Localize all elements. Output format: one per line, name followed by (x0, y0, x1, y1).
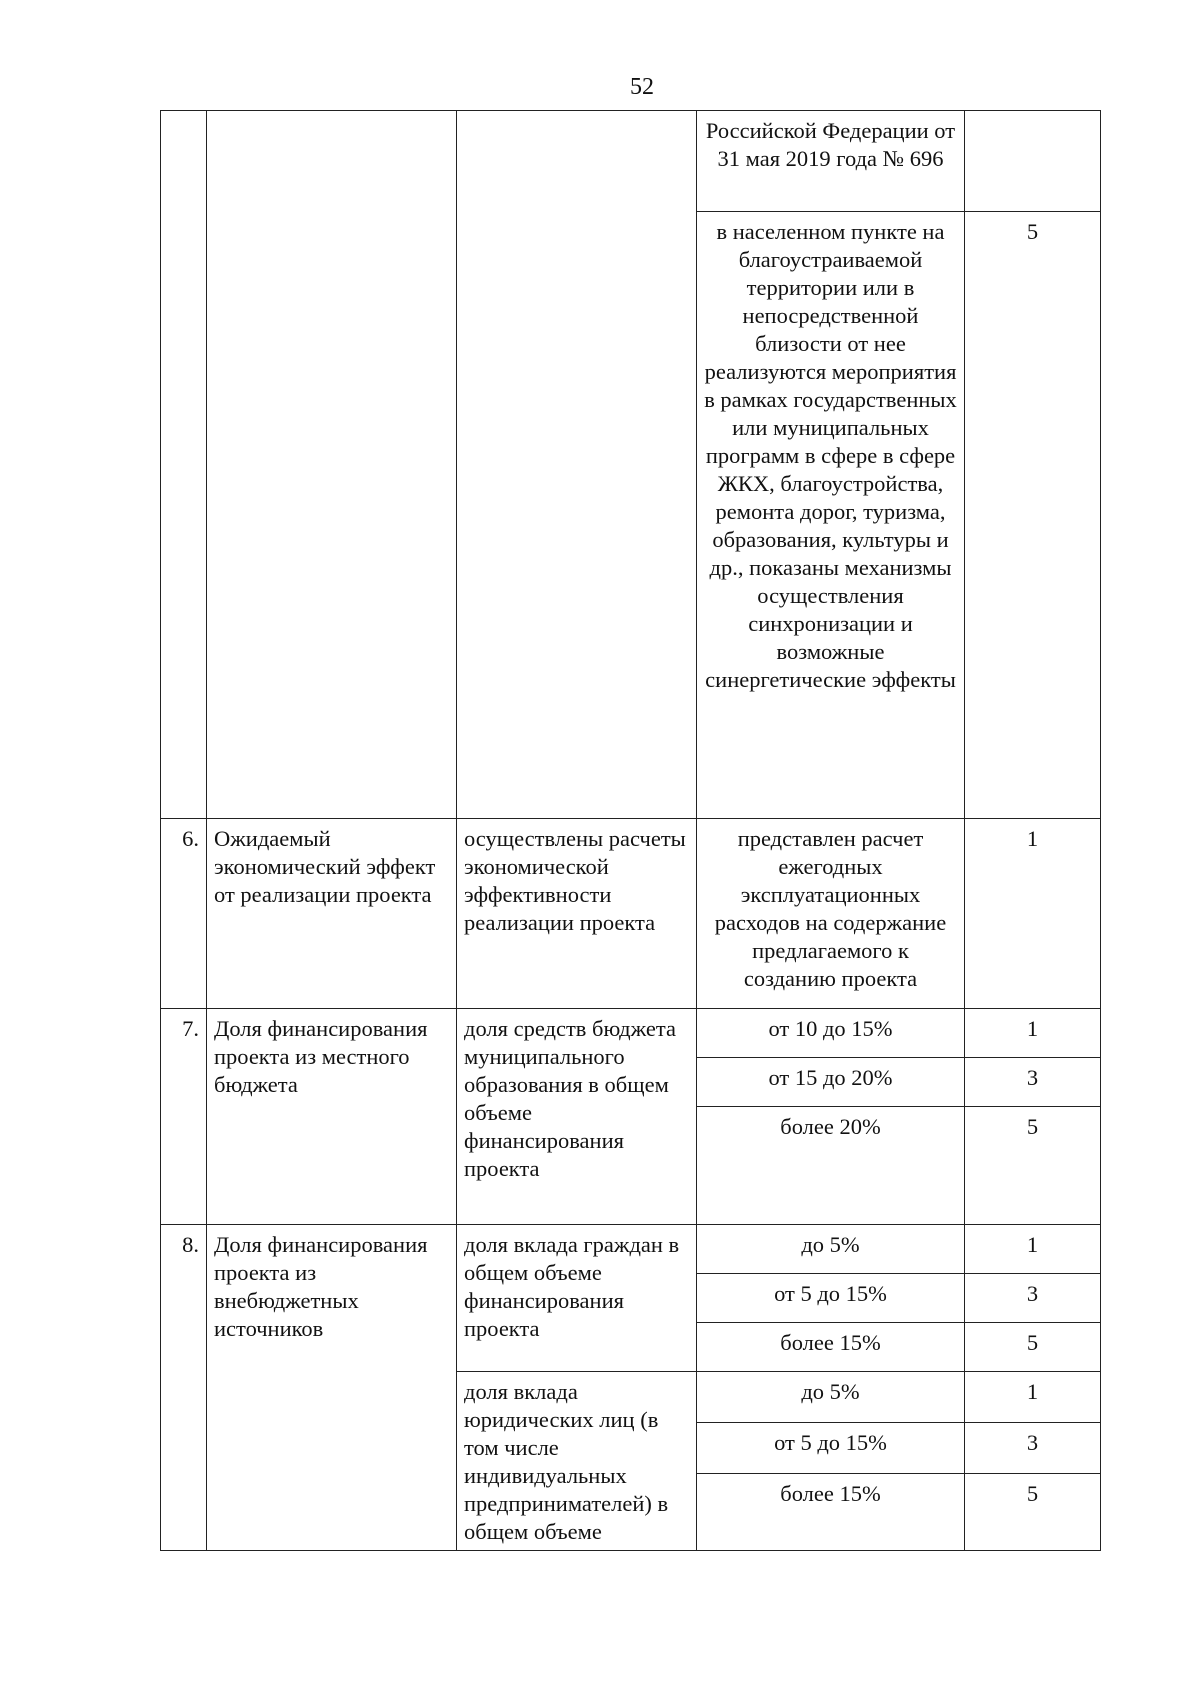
score-cell: 1 (965, 1225, 1101, 1274)
score-cell: 3 (965, 1274, 1101, 1323)
score-cell: 3 (965, 1422, 1101, 1473)
page-number: 52 (630, 74, 654, 100)
criterion-cell (207, 111, 457, 819)
value-cell: более 15% (697, 1473, 965, 1550)
indicator-cell (457, 111, 697, 819)
score-cell: 1 (965, 819, 1101, 1009)
value-cell: от 5 до 15% (697, 1422, 965, 1473)
value-cell: до 5% (697, 1225, 965, 1274)
criterion-cell: Доля финансирования проекта из внебюджетных источников (207, 1225, 457, 1551)
score-cell: 1 (965, 1372, 1101, 1423)
row-number: 7. (161, 1009, 207, 1225)
value-cell: представлен расчет ежегодных эксплуатационных расходов на содержание предлагаемого к созданию проекта (697, 819, 965, 1009)
criterion-cell: Доля финансирования проекта из местного бюджета (207, 1009, 457, 1225)
row-number: 6. (161, 819, 207, 1009)
num-cell (161, 111, 207, 819)
table-row (161, 819, 1101, 1009)
value-cell: Российской Федерации от 31 мая 2019 года № 696 (697, 111, 965, 212)
value-cell: от 10 до 15% (697, 1009, 965, 1058)
table-row (161, 111, 1101, 212)
score-cell: 3 (965, 1058, 1101, 1107)
value-cell: до 5% (697, 1372, 965, 1423)
value-cell: более 20% (697, 1107, 965, 1225)
value-cell: в населенном пункте на благоустраиваемой территории или в непосредственной близости от нее реализуются мероприятия в рамках государственных или муниципальных программ в сфере в сфере ЖКХ, благоустройства, ремонта дорог, туризма, образования, культуры и др., показаны механизмы осуществления синхронизации и возможные синергетические эффекты (697, 212, 965, 819)
criterion-cell: Ожидаемый экономический эффект от реализации проекта (207, 819, 457, 1009)
value-cell: от 5 до 15% (697, 1274, 965, 1323)
table-row (161, 1009, 1101, 1058)
score-cell: 5 (965, 212, 1101, 819)
score-cell: 5 (965, 1323, 1101, 1372)
criteria-table (160, 110, 1101, 1551)
indicator-cell: осуществлены расчеты экономической эффективности реализации проекта (457, 819, 697, 1009)
score-cell: 1 (965, 1009, 1101, 1058)
table-row (161, 1225, 1101, 1274)
score-cell: 5 (965, 1107, 1101, 1225)
row-number: 8. (161, 1225, 207, 1551)
score-cell (965, 111, 1101, 212)
score-cell: 5 (965, 1473, 1101, 1550)
indicator-cell: доля вклада граждан в общем объеме финансирования проекта (457, 1225, 697, 1372)
indicator-cell: доля вклада юридических лиц (в том числе индивидуальных предпринимателей) в общем объеме (457, 1372, 697, 1551)
value-cell: более 15% (697, 1323, 965, 1372)
value-cell: от 15 до 20% (697, 1058, 965, 1107)
indicator-cell: доля средств бюджета муниципального образования в общем объеме финансирования проекта (457, 1009, 697, 1225)
